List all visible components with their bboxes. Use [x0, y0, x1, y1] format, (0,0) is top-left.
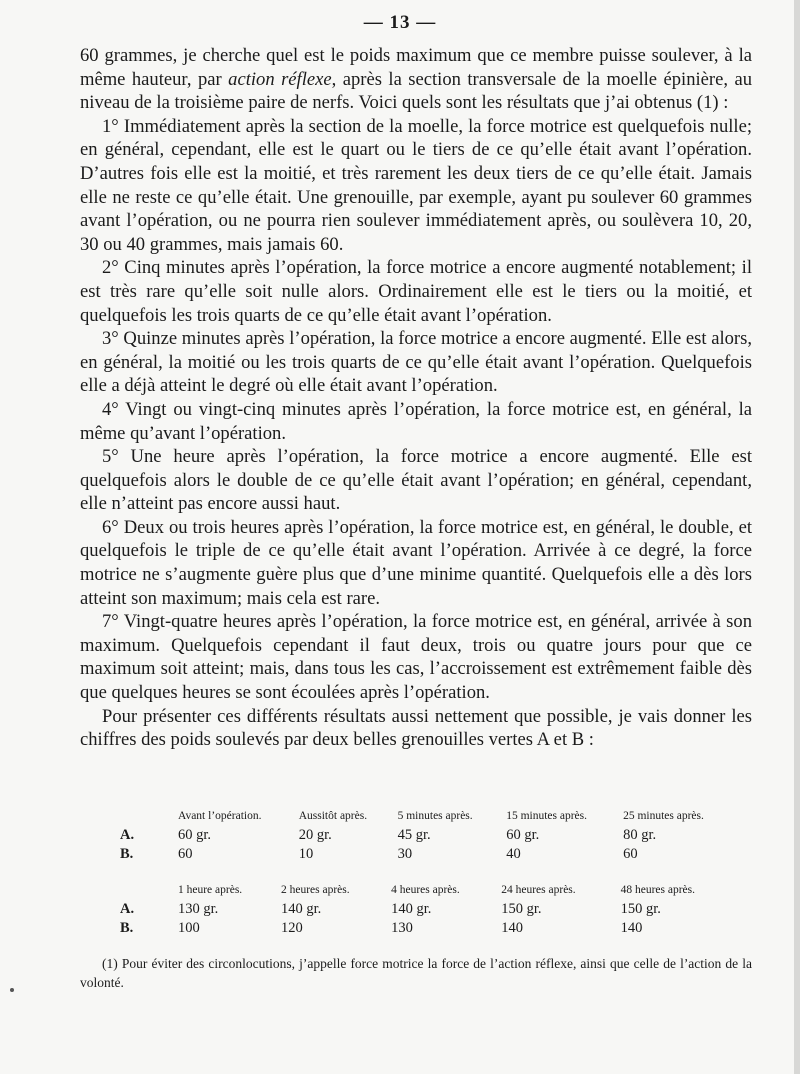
- column-header: 15 minutes après.: [506, 810, 587, 822]
- table-row: [120, 900, 740, 919]
- body-text: [80, 44, 752, 752]
- column-header: 4 heures après.: [391, 884, 460, 896]
- table-cell: 60: [178, 846, 193, 862]
- table-corner: [120, 884, 178, 900]
- column-header: Avant l’opération.: [178, 810, 262, 822]
- table-cell: 80 gr.: [623, 827, 657, 843]
- paragraph-5: 5° Une heure après l’opération, la force motrice a encore augmenté. Elle est quelquefois alors le double de ce qu’elle était avant l’opération; en général, cependant, elle n’atteint pas encore aussi haut.: [80, 446, 752, 515]
- column-header: 1 heure après.: [178, 884, 243, 896]
- column-header: 48 heures après.: [620, 884, 696, 896]
- row-label: B.: [120, 846, 134, 862]
- column-header: Aussitôt après.: [298, 810, 368, 822]
- table-row: [120, 845, 740, 864]
- row-label: B.: [120, 920, 134, 936]
- results-table-1: [120, 810, 740, 864]
- table-row: [120, 826, 740, 845]
- row-label: A.: [120, 827, 135, 843]
- table-cell: 140 gr.: [391, 901, 432, 917]
- table-cell: 100: [178, 920, 200, 936]
- page-number: — 13 —: [363, 12, 437, 33]
- column-header: 25 minutes après.: [623, 810, 704, 822]
- table-cell: 140: [620, 920, 643, 936]
- row-label: A.: [120, 901, 135, 917]
- table-cell: 140: [501, 920, 523, 936]
- table-cell: 150 gr.: [501, 901, 542, 917]
- paragraph-2: 2° Cinq minutes après l’opération, la force motrice a encore augmenté notablement; il est très rare qu’elle soit nulle alors. Ordinairement elle est le tiers ou la moitié, et quelquefois les trois quarts de ce qu’elle était avant l’opération.: [80, 257, 752, 326]
- column-header: 2 heures après.: [280, 884, 350, 896]
- table-cell: 150 gr.: [620, 901, 661, 917]
- paragraph-7: 7° Vingt-quatre heures après l’opération, la force motrice est, en général, arrivée à son maximum. Quelquefois cependant il faut deux, trois ou quatre jours pour que ce maximum soit atteint; mais, dans tous les cas, l’accroissement est extrêmement faible dès que quelques heures se sont écoulées après l’opération.: [80, 611, 752, 704]
- table-cell: 60 gr.: [506, 827, 540, 843]
- table-cell: 60: [623, 846, 638, 862]
- paragraph-0: [80, 44, 752, 115]
- paragraph-8: Pour présenter ces différents résultats aussi nettement que possible, je vais donner les chiffres des poids soulevés par deux belles grenouilles vertes A et B :: [80, 705, 752, 751]
- paragraph-0-end: , après la section transversale de la moelle épinière, au niveau de la troisième paire de nerfs. Voici quels sont les résultats que j’ai obtenus (1) :: [80, 68, 753, 114]
- table-cell: 130: [391, 920, 413, 936]
- table-cell: 140 gr.: [280, 901, 322, 917]
- results-tables: [80, 810, 752, 938]
- footnote: (1) Pour éviter des circonlocutions, j’appelle force motrice la force de l’action réflexe, ainsi que celle de l’action de la volonté.: [80, 956, 752, 990]
- paragraph-1: 1° Immédiatement après la section de la moelle, la force motrice est quelquefois nulle; en général, cependant, elle est le quart ou le tiers de ce qu’elle était avant l’opération. D’autres fois elle est la moitié, et très rarement les deux tiers de ce qu’elle était. Jamais elle ne reste ce qu’elle était. Une grenouille, par exemple, ayant pu soulever 60 grammes avant l’opération, ou ne pourra rien soulever immédiatement après, ou soulèvera 10, 20, 30 ou 40 grammes, mais jamais 60.: [80, 115, 752, 255]
- table-cell: 130 gr.: [178, 901, 219, 917]
- paragraph-0-start: 60 grammes, je cherche quel est le poids maximum que ce membre puisse soulever, à la même hauteur, par: [80, 45, 752, 90]
- table-cell: 30: [397, 846, 413, 862]
- ink-speck: [10, 988, 14, 992]
- paragraph-3: 3° Quinze minutes après l’opération, la force motrice a encore augmenté. Elle est alors, en général, la moitié ou les trois quarts de ce qu’elle était avant l’opération. Quelquefois elle a déjà atteint le degré où elle était avant l’opération.: [80, 328, 752, 397]
- table-cell: 40: [506, 846, 521, 862]
- table-header-row: [120, 810, 740, 826]
- paragraph-6: 6° Deux ou trois heures après l’opération, la force motrice est, en général, le double, et quelquefois le triple de ce qu’elle était avant l’opération. Arrivée à ce degré, la force motrice ne s’augmente guère plus que d’une minime quantité. Quelquefois elle a dès lors atteint son maximum; mais cela est rare.: [80, 516, 752, 609]
- table-cell: 20 gr.: [298, 827, 332, 843]
- table-cell: 45 gr.: [397, 827, 431, 843]
- italic-phrase: action réflexe: [228, 68, 332, 90]
- column-header: 5 minutes après.: [397, 810, 473, 822]
- column-header: 24 heures après.: [501, 884, 576, 896]
- table-header-row: [120, 884, 740, 900]
- table-cell: 120: [280, 920, 303, 936]
- table-corner: [120, 810, 178, 826]
- paragraph-4: 4° Vingt ou vingt-cinq minutes après l’opération, la force motrice est, en général, la même qu’avant l’opération.: [80, 398, 752, 444]
- table-row: [120, 919, 740, 938]
- page-edge: [794, 0, 800, 1074]
- table-cell: 60 gr.: [178, 827, 212, 843]
- results-table-2: [120, 884, 740, 938]
- table-cell: 10: [298, 846, 314, 862]
